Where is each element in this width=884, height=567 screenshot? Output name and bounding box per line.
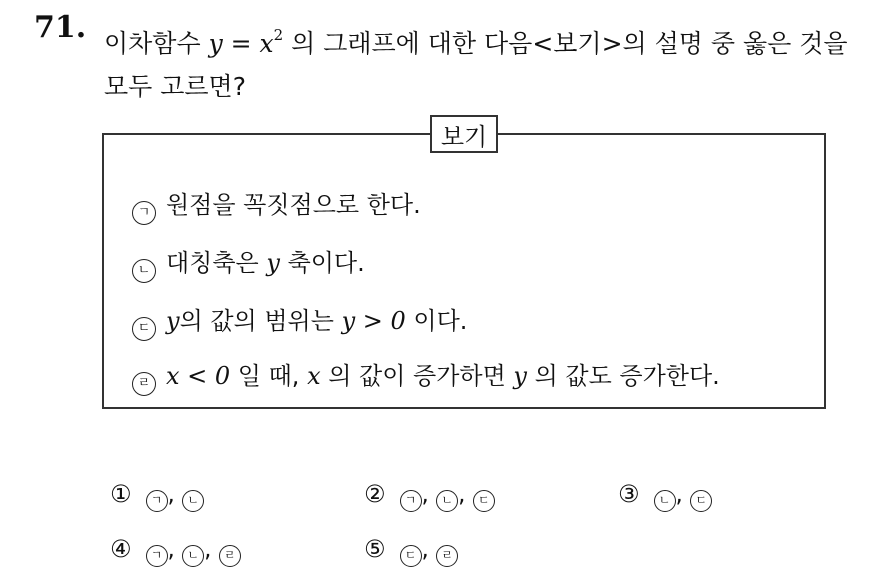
- statement-d: [132, 356, 720, 396]
- choice-mark: ㄹ: [436, 545, 458, 567]
- choice-mark: ㄴ: [182, 490, 204, 512]
- choice-2[interactable]: ② ㄱ , ㄴ , ㄷ: [364, 480, 495, 512]
- choice-4[interactable]: ④ ㄱ , ㄴ , ㄹ: [110, 535, 241, 567]
- choice-number: ⑤: [364, 535, 386, 563]
- statement-b: [132, 243, 365, 283]
- statement-text: 축이다.: [279, 249, 365, 277]
- choice-number: ②: [364, 480, 386, 508]
- statement-marker: ㄱ: [132, 201, 156, 225]
- statement-a: [132, 185, 421, 225]
- statement-text: 의 값의 범위는: [179, 307, 342, 335]
- choice-mark: ㄱ: [146, 545, 168, 567]
- choice-number: ③: [618, 480, 640, 508]
- statement-marker: ㄹ: [132, 372, 156, 396]
- choice-3[interactable]: ③ ㄴ , ㄷ: [618, 480, 712, 512]
- statement-math: y: [513, 362, 527, 390]
- choice-number: ①: [110, 480, 132, 508]
- statement-math: x: [307, 362, 321, 390]
- statement-text: 의 값도 증가한다.: [526, 362, 720, 390]
- choice-mark: ㄱ: [146, 490, 168, 512]
- statement-marker: ㄴ: [132, 259, 156, 283]
- statement-text: 의 값이 증가하면: [320, 362, 514, 390]
- choice-mark: ㄷ: [400, 545, 422, 567]
- stem-exponent: 2: [273, 26, 284, 44]
- choice-mark: ㄷ: [473, 490, 495, 512]
- choice-mark: ㄹ: [219, 545, 241, 567]
- statement-c: [132, 301, 467, 341]
- stem-math: y = x: [208, 29, 274, 58]
- statement-text: 이다.: [405, 307, 468, 335]
- statement-math: y: [166, 307, 180, 335]
- stem-text-1: 이차함수: [104, 29, 209, 58]
- choice-mark: ㄷ: [690, 490, 712, 512]
- statement-math: y > 0: [341, 307, 406, 335]
- choice-mark: ㄱ: [400, 490, 422, 512]
- stem-line-1: [104, 14, 874, 65]
- statement-marker: ㄷ: [132, 317, 156, 341]
- statement-text: 원점을 꼭짓점으로 한다.: [166, 191, 421, 219]
- statement-math: y: [266, 249, 280, 277]
- stem-line-2: 모두 고르면?: [104, 72, 246, 101]
- choice-number: ④: [110, 535, 132, 563]
- question-number: 71.: [34, 10, 87, 45]
- statement-text: 일 때,: [230, 362, 308, 390]
- choice-mark: ㄴ: [436, 490, 458, 512]
- statement-math: x < 0: [166, 362, 231, 390]
- choice-5[interactable]: ⑤ ㄷ , ㄹ: [364, 535, 458, 567]
- question-stem: [104, 14, 874, 108]
- choice-1[interactable]: ① ㄱ , ㄴ: [110, 480, 204, 512]
- choice-mark: ㄴ: [182, 545, 204, 567]
- stem-text-2: 의 그래프에 대한 다음<보기>의 설명 중 옳은 것을: [283, 29, 848, 58]
- choice-mark: ㄴ: [654, 490, 676, 512]
- example-box-title: 보기: [430, 115, 498, 153]
- statement-text: 대칭축은: [166, 249, 267, 277]
